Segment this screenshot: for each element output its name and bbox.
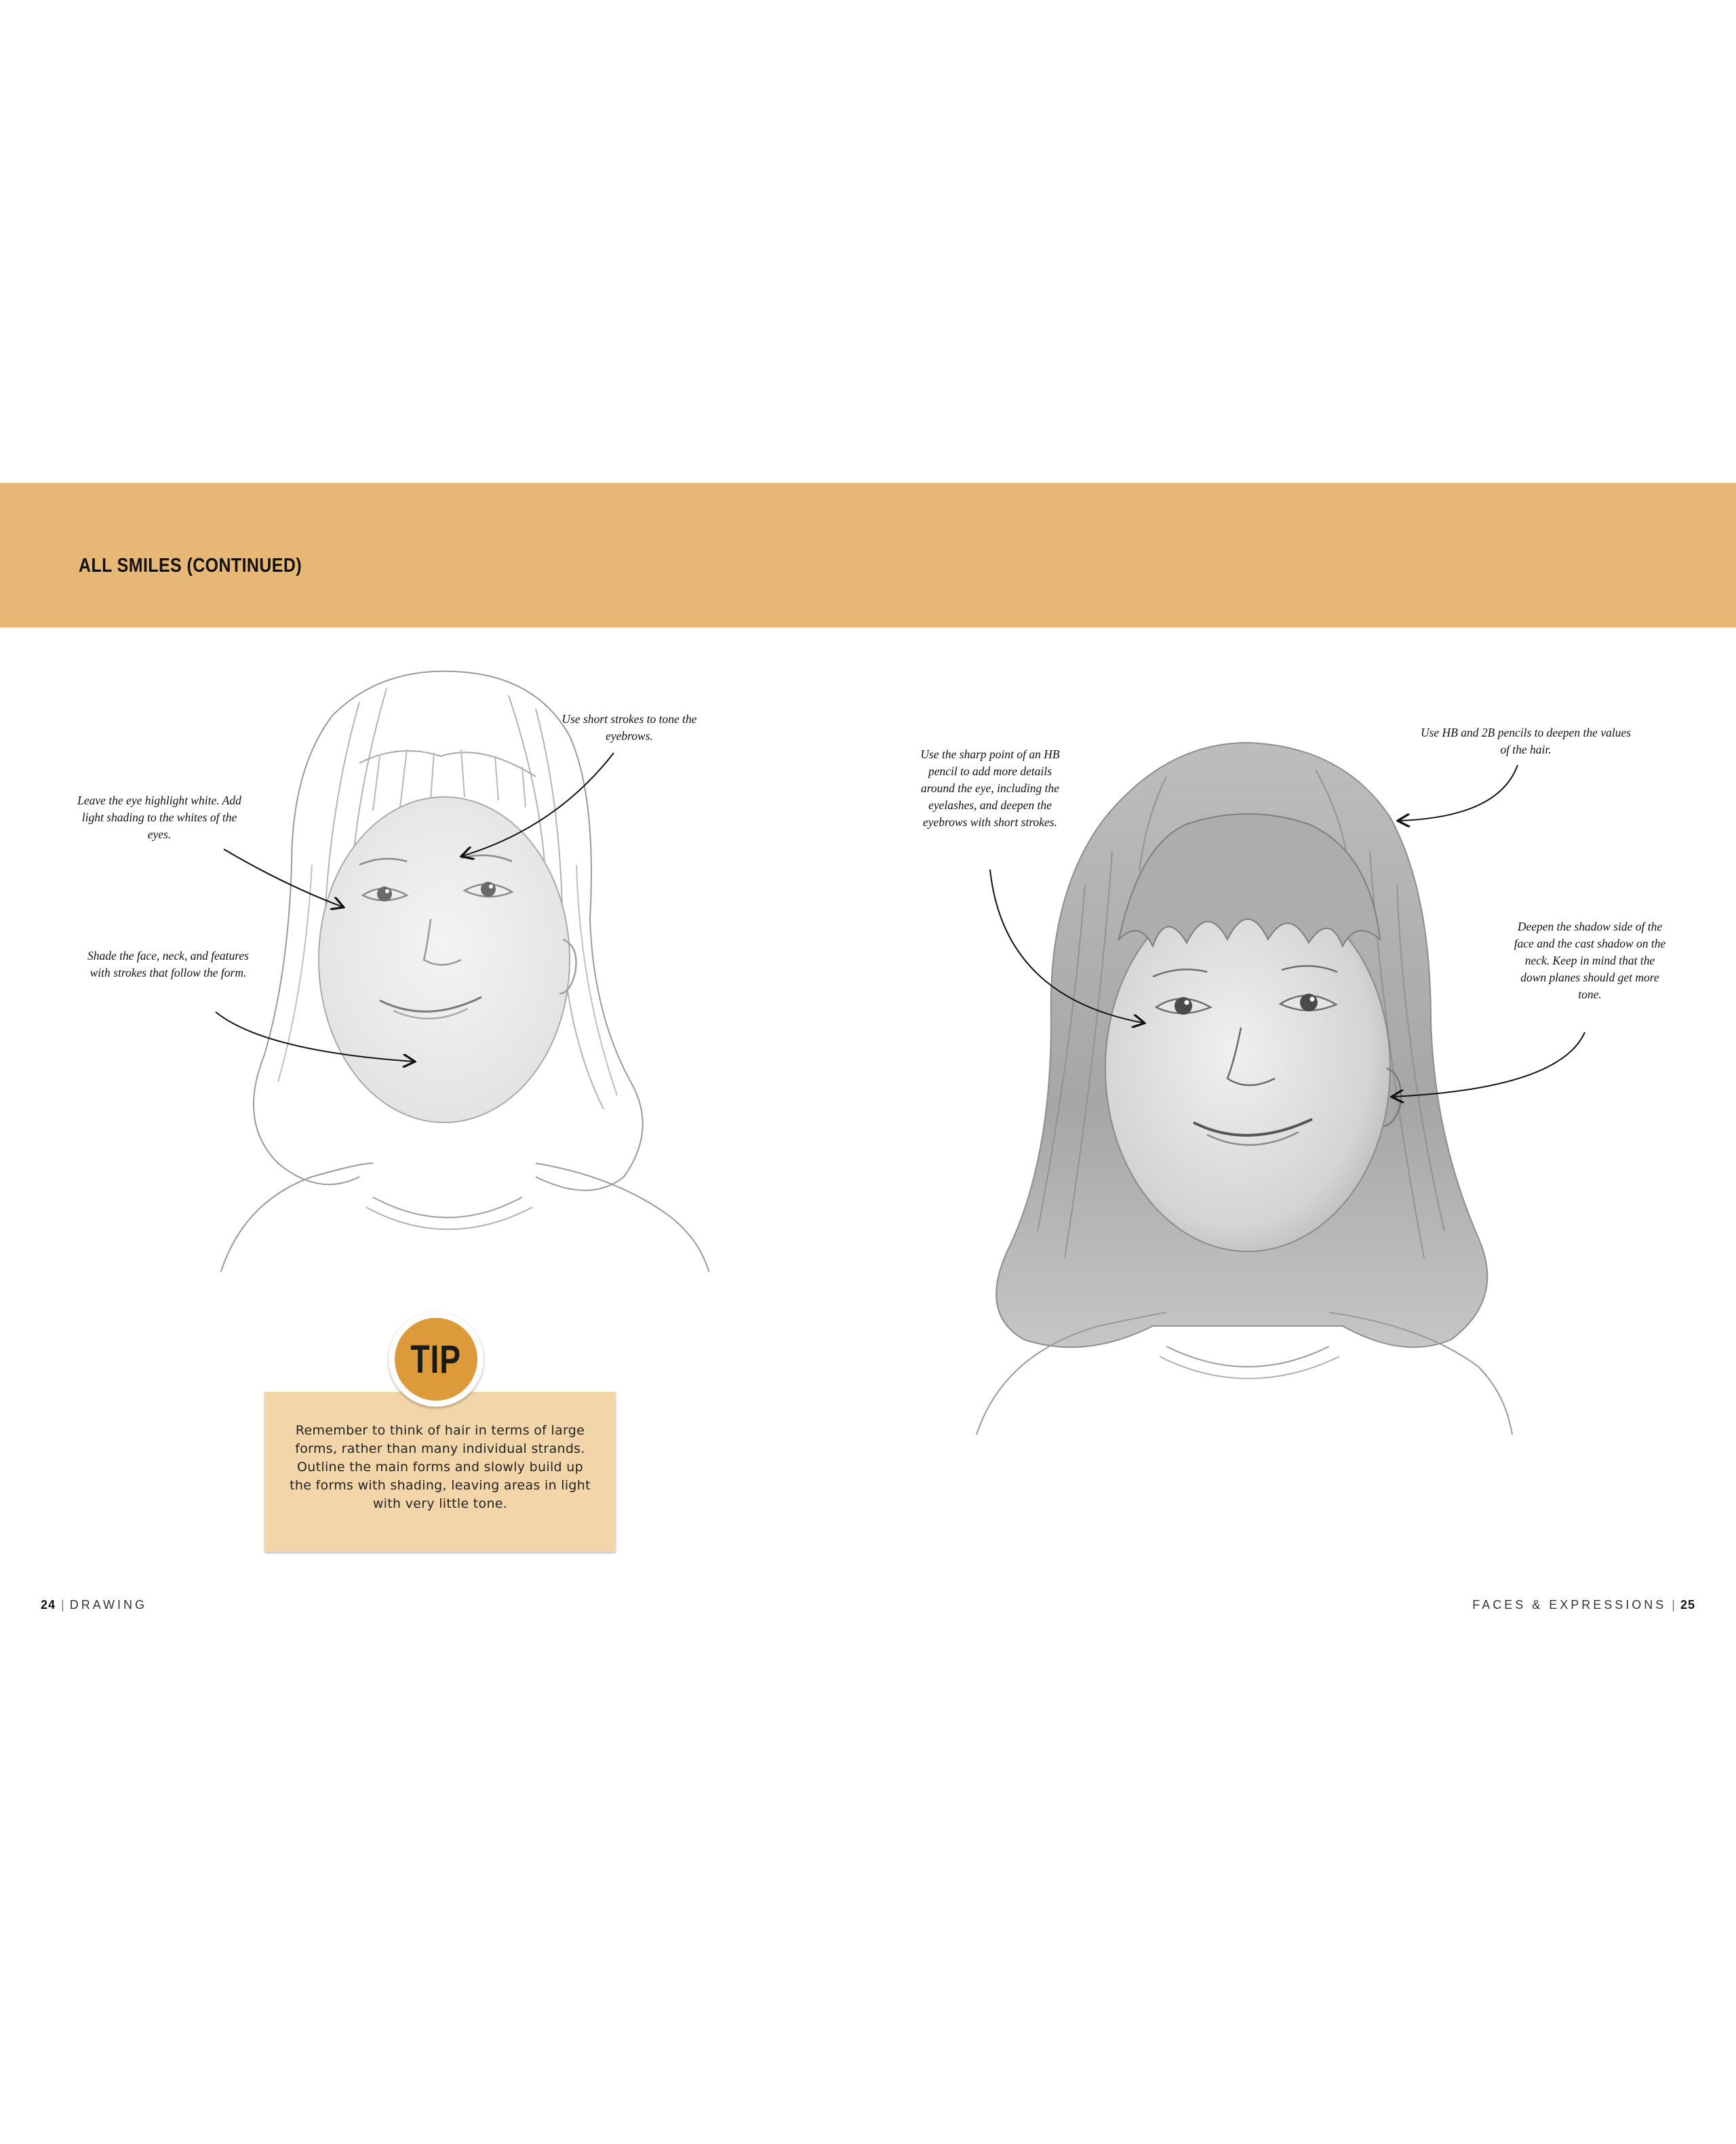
folio-section-right: FACES & EXPRESSIONS bbox=[1472, 1598, 1667, 1612]
tip-badge-circle bbox=[395, 1318, 477, 1401]
callout-sharp-point: Use the sharp point of an HB pencil to add more details around the eye, including the eyelashes, and deepen the eyebrows with short strokes. bbox=[920, 747, 1060, 829]
tip-text: Remember to think of hair in terms of large forms, rather than many individual strands. Outline the main forms and slowly build up the forms with shading, leaving areas in light with very little tone. bbox=[290, 1423, 591, 1511]
callout-eye-highlight: Leave the eye highlight white. Add light shading to the whites of the eyes. bbox=[77, 794, 241, 841]
folio-left: 24 | DRAWING bbox=[41, 1598, 148, 1612]
section-title: ALL SMILES (CONTINUED) bbox=[79, 555, 302, 577]
callout-hair-pencils: Use HB and 2B pencils to deepen the values of the hair. bbox=[1420, 726, 1632, 756]
tip-box bbox=[264, 1392, 616, 1552]
callout-eyebrows: Use short strokes to tone the eyebrows. bbox=[561, 712, 697, 743]
folio-section-left: DRAWING bbox=[69, 1598, 148, 1612]
folio-right: FACES & EXPRESSIONS | 25 bbox=[1472, 1598, 1695, 1612]
page-number-right: 25 bbox=[1680, 1598, 1695, 1612]
tip-label: TIP bbox=[410, 1337, 462, 1382]
page-number-left: 24 bbox=[41, 1598, 56, 1612]
tip-badge bbox=[389, 1312, 484, 1407]
callout-shade-face: Shade the face, neck, and features with strokes that follow the form. bbox=[87, 949, 249, 979]
callout-shadow-side: Deepen the shadow side of the face and the cast shadow on the neck. Keep in mind that the down planes should get more tone. bbox=[1514, 920, 1666, 1001]
